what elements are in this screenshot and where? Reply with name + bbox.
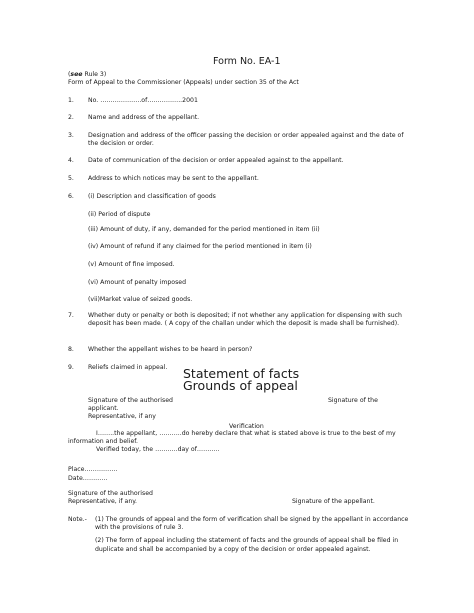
rule-open-paren: ( [68,71,71,78]
grounds-of-appeal-heading: Grounds of appeal [183,378,298,393]
note-2: (2) The form of appeal including the statement of facts and the grounds of appeal shall be filed in duplicate and shall be accompanied by a copy of the decision or order appealed against. [95,537,399,553]
note-label: Note.- [68,516,87,523]
item-5-number: 5. [68,175,74,182]
signature-applicant-label: applicant. [88,405,119,412]
item-3-number: 3. [68,132,74,139]
form-title: Form No. EA-1 [213,56,281,67]
item-6-text: (i) Description and classification of goods [88,193,216,200]
item-8-number: 8. [68,346,74,353]
item-6-number: 6. [68,193,74,200]
item-6-sub-7: (vii)Market value of seized goods. [88,296,193,303]
item-6-sub-2: (ii) Period of dispute [88,211,151,218]
item-4-number: 4. [68,157,74,164]
verified-today-line: Verified today, the ………..day of……….. [96,446,220,453]
rule-see-italic: see [70,71,83,78]
item-3-text: Designation and address of the officer passing the decision or order appealed against and the date of the decision or order. [88,132,404,147]
note-1: (1) The grounds of appeal and the form of verification shall be signed by the appellant in accordance with the provisions of rule 3. [95,516,409,531]
item-6-sub-6: (vi) Amount of penalty imposed [88,279,187,286]
verification-body: I……..the appellant, ………..do hereby declare that what is stated above is true to the best of my information and belief. [68,430,396,445]
date-line: Date………… [68,475,108,482]
item-7-text: Whether duty or penalty or both is deposited; if not whether any application for dispensing with such deposit has been made. ( A copy of the challan under which the deposit is made shall be furnished). [88,312,402,327]
item-1-text: No. ………………..of……………..2001 [88,97,198,104]
rule-number: Rule 3) [82,71,107,78]
form-subtitle: Form of Appeal to the Commissioner (Appeals) under section 35 of the Act [68,79,299,86]
item-9-text: Reliefs claimed in appeal. [88,364,168,371]
item-9-number: 9. [68,364,74,371]
item-2-text: Name and address of the appellant. [88,114,200,121]
statement-of-facts-heading: Statement of facts [183,366,300,381]
item-6-sub-3: (iii) Amount of duty, if any, demanded for the period mentioned in item (ii) [88,226,320,233]
verification-heading: Verification [229,423,264,430]
item-5-text: Address to which notices may be sent to the appellant. [88,175,259,182]
item-2-number: 2. [68,114,74,121]
item-1-number: 1. [68,97,74,104]
signature-representative-2: Representative, if any. [68,498,138,505]
item-6-sub-4: (iv) Amount of refund if any claimed for the period mentioned in item (i) [88,243,312,250]
item-8-text: Whether the appellant wishes to be heard in person? [88,346,253,353]
signature-appellant: Signature of the appellant. [292,498,375,505]
item-6-sub-5: (v) Amount of fine imposed. [88,261,175,268]
signature-representative-label: Representative, if any [88,413,156,420]
signature-authorised-2: Signature of the authorised [68,490,153,497]
rule-reference [68,71,106,79]
signature-authorised-label: Signature of the authorised [88,397,173,404]
item-7-number: 7. [68,312,74,319]
place-line: Place……………. [68,466,118,473]
item-4-text: Date of communication of the decision or order appealed against to the appellant. [88,157,344,164]
signature-of-the-label: Signature of the [328,397,378,404]
